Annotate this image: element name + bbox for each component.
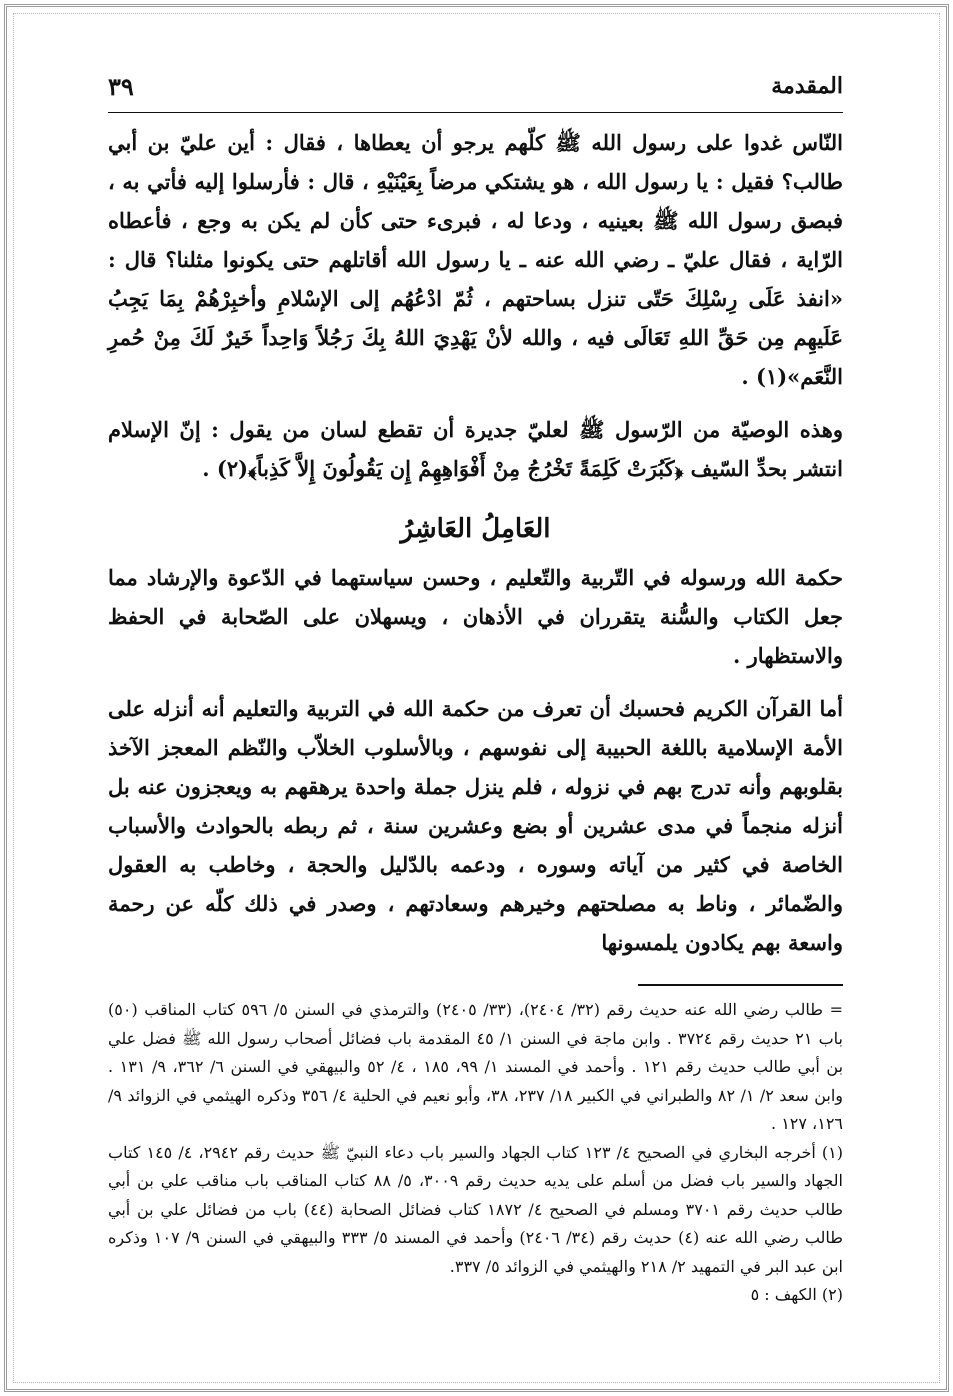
footnote-separator bbox=[638, 984, 843, 986]
section-heading: العَامِلُ العَاشِرُ bbox=[400, 514, 551, 544]
paragraph: حكمة الله ورسوله في التّربية والتّعليم ، وحسن سياستهما في الدّعوة والإرشاد مما جعل الكتاب والسُّنة يتقرران في الأذهان ، ويسهلان على الصّحابة في الحفظ والاستظهار . bbox=[108, 565, 843, 668]
running-header bbox=[108, 60, 843, 113]
page-number: ٣٩ bbox=[108, 71, 134, 101]
header-title: المقدمة bbox=[771, 73, 843, 99]
footnotes bbox=[108, 996, 843, 1310]
main-text bbox=[108, 123, 843, 962]
footnote: = طالب رضي الله عنه حديث رقم (٣٢/ ٢٤٠٤)، (٣٣/ ٢٤٠٥) والترمذي في السنن ٥/ ٥٩٦ كتاب المناقب (٥٠) باب ٢١ حديث رقم ٣٧٢٤ . وابن ماجة في السنن ١/ ٤٥ المقدمة باب فضائل أصحاب رسول الله ﷺ فضل علي بن أبي طالب حديث رقم ١٢١ . وأحمد في المسند ١/ ٩٩، ١٨٥ ، ٤/ ٥٢ والبيهقي في السنن ٦/ ٣٦٢، ٩/ ١٣١ . وابن سعد ٢/ ١/ ٨٢ والطبراني في الكبير ١٨/ ٢٣٧، ٣٨، وأبو نعيم في الحلية ٤/ ٣٥٦ وذكره الهيثمي في الزوائد ٩/ ١٢٦، ١٢٧ . bbox=[108, 1000, 844, 1133]
paragraph: النّاس غدوا على رسول الله ﷺ كلّهم يرجو أن يعطاها ، فقال : أين عليّ بن أبي طالب؟ فقيل : يا رسول الله ، هو يشتكي مرضاً بِعَيْنَيْهِ ، قال : فأرسلوا إليه فأتي به ، فبصق رسول الله ﷺ بعينيه ، ودعا له ، فبرىء حتى كأن لم يكن به وجع ، فأعطاه الرّاية ، فقال عليّ ـ رضي الله عنه ـ يا رسول الله أقاتلهم حتى يكونوا مثلنا؟ قال : «انفذ عَلَى رِسْلِكَ حَتّى تنزل بساحتهم ، ثُمّ ادْعُهُم إلى الإسْلامِ وأخبِرْهُمْ بِمَا يَجِبُ عَلَيهِم مِن حَقِّ اللهِ تَعَالَى فيه ، والله لأنْ يَهْدِيَ اللهُ بِكَ رَجُلاً وَاحِداً خَيرٌ لَكَ مِنْ حُمرِ النَّعَم»(١) . bbox=[108, 130, 843, 389]
footnote: (١) أخرجه البخاري في الصحيح ٤/ ١٢٣ كتاب الجهاد والسير باب دعاء النبيّ ﷺ حديث رقم ٢٩٤٢، ٤/ ١٤٥ كتاب الجهاد والسير باب فضل من أسلم على يديه حديث رقم ٣٠٠٩، ٥/ ٨٨ كتاب المناقب باب مناقب علي بن أبي طالب حديث رقم ٣٧٠١ ومسلم في الصحيح ٤/ ١٨٧٢ كتاب فضائل الصحابة (٤٤) باب من فضائل علي بن أبي طالب رضي الله عنه (٤) حديث رقم (٣٤/ ٢٤٠٦) وأحمد في المسند ٥/ ٣٣٣ والبيهقي في السنن ٩/ ١٠٧ وذكره ابن عبد البر في التمهيد ٢/ ٢١٨ والهيثمي في الزوائد ٥/ ٣٣٧. bbox=[108, 1142, 844, 1276]
paragraph: أما القرآن الكريم فحسبك أن تعرف من حكمة الله في التربية والتعليم أنه أنزله على الأمة الإسلامية باللغة الحبيبة إلى نفوسهم ، وبالأسلوب الخلاّب والنّظم المعجز الآخذ بقلوبهم وأنه تدرج بهم في نزوله ، فلم ينزل جملة واحدة يرهقهم به ويعجزون عنه بل أنزله منجماً في مدى عشرين أو بضع وعشرين سنة ، ثم ربطه بالحوادث والأسباب الخاصة في كثير من آياته وسوره ، ودعمه بالدّليل والحجة ، وخاطب به العقول والضّمائر ، وناط به مصلحتهم وخيرهم وسعادتهم ، وصدر في ذلك كلّه عن رحمة واسعة بهم يكادون يلمسونها bbox=[108, 696, 843, 955]
footnote: (٢) الكهف : ٥ bbox=[750, 1285, 843, 1304]
paragraph: وهذه الوصيّة من الرّسول ﷺ لعليّ جديرة أن تقطع لسان من يقول : إنّ الإسلام انتشر بحدِّ السّيف ﴿كَبُرَتْ كَلِمَةً تَخْرُجُ مِنْ أَفْوَاهِهِمْ إِن يَقُولُونَ إِلاَّ كَذِباً﴾(٢) . bbox=[108, 417, 843, 481]
document-page bbox=[108, 60, 843, 1380]
